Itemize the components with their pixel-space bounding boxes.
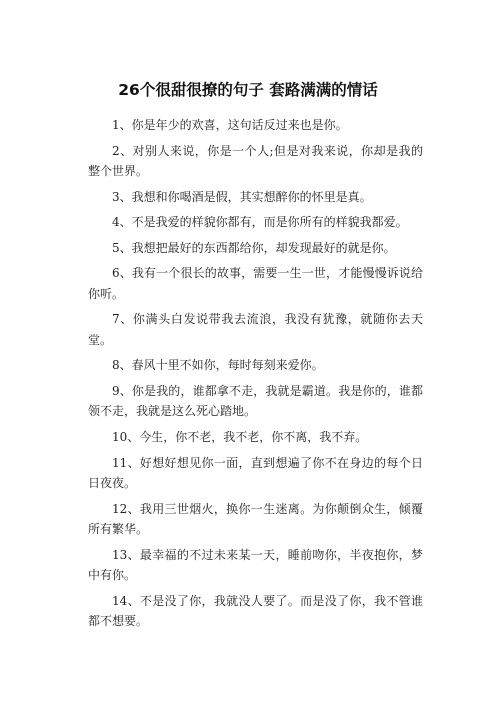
paragraph: 5、我想把最好的东西都给你，却发现最好的就是你。 — [112, 240, 396, 255]
paragraph: 12、我用三世烟火，换你一生迷离。为你颠倒众生，倾覆所有繁华。 — [88, 501, 423, 536]
paragraph: 3、我想和你喝酒是假，其实想醉你的怀里是真。 — [112, 189, 372, 204]
paragraph: 14、不是没了你，我就没人要了。而是没了你，我不管谁都不想要。 — [88, 593, 423, 628]
document-title: 26个很甜很撩的句子 套路满满的情话 — [118, 81, 378, 99]
document-body — [88, 115, 423, 637]
paragraph: 11、好想好想见你一面，直到想遍了你不在身边的每个日日夜夜。 — [88, 455, 423, 490]
paragraph: 8、春风十里不如你，每时每刻来爱你。 — [112, 358, 324, 373]
paragraph: 6、我有一个很长的故事，需要一生一世，才能慢慢诉说给你听。 — [88, 266, 423, 301]
paragraph: 4、不是我爱的样貌你都有，而是你所有的样貌我都爱。 — [112, 215, 408, 230]
paragraph: 1、你是年少的欢喜，这句话反过来也是你。 — [112, 118, 348, 132]
paragraph: 2、对别人来说，你是一个人;但是对我来说，你却是我的整个世界。 — [88, 143, 423, 178]
paragraph: 7、你满头白发说带我去流浪，我没有犹豫，就随你去天堂。 — [88, 312, 423, 347]
paragraph: 9、你是我的，谁都拿不走，我就是霸道。我是你的，谁都领不走，我就是这么死心踏地。 — [88, 383, 423, 419]
paragraph: 13、最幸福的不过未来某一天，睡前吻你，半夜抱你，梦中有你。 — [88, 547, 423, 582]
paragraph: 10、今生，你不老，我不老，你不离，我不弃。 — [112, 429, 368, 444]
